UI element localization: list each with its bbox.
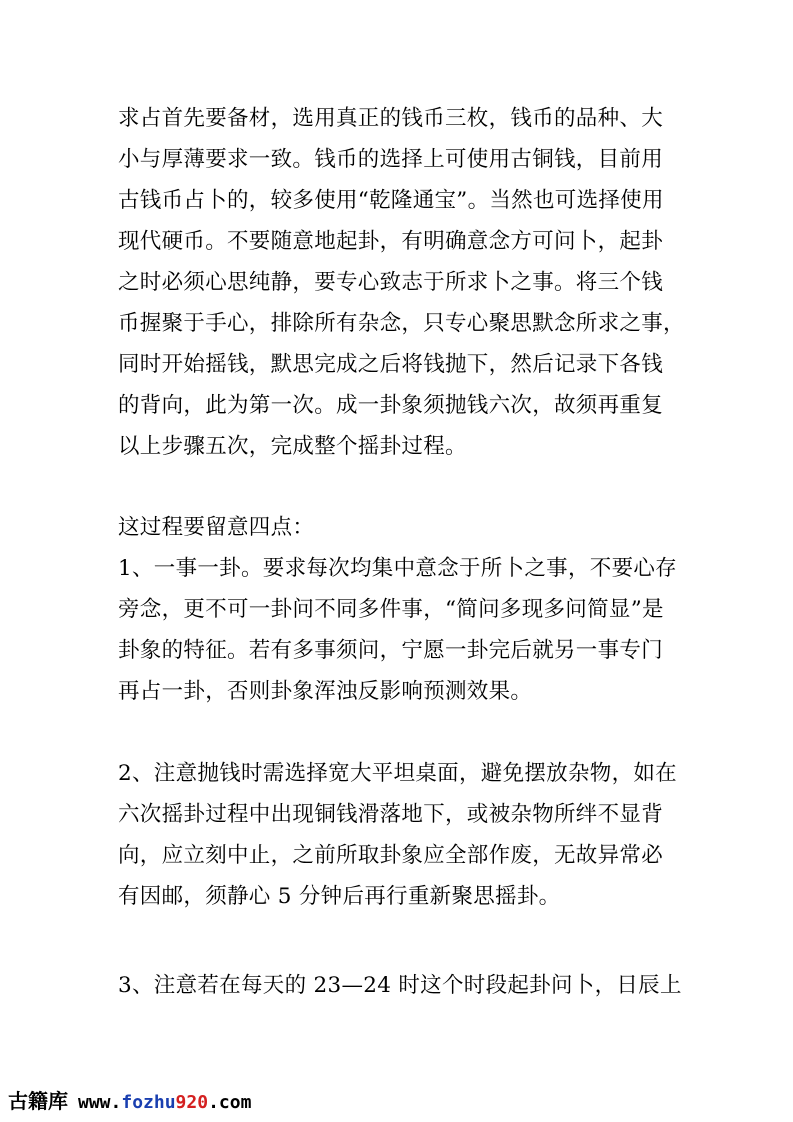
paragraph-line: 旁念，更不可一卦问不同多件事，“简问多现多问简显”是 <box>118 597 664 622</box>
footer-watermark <box>8 1085 251 1115</box>
paragraph-line: 古钱币占卜的，较多使用“乾隆通宝”。当然也可选择使用 <box>118 188 664 213</box>
paragraph-line: 同时开始摇钱，默思完成之后将钱抛下，然后记录下各钱 <box>118 352 664 377</box>
paragraph-line: 卦象的特征。若有多事须问，宁愿一卦完后就另一事专门 <box>118 638 664 663</box>
paragraph-line: 以上步骤五次，完成整个摇卦过程。 <box>118 434 467 459</box>
paragraph-line: 再占一卦，否则卦象浑浊反影响预测效果。 <box>118 679 533 704</box>
paragraph-line: 有因邮，须静心 5 分钟后再行重新聚思摇卦。 <box>118 884 561 909</box>
footer-url-prefix: www. <box>78 1092 122 1113</box>
paragraph-line: 的背向，此为第一次。成一卦象须抛钱六次，故须再重复 <box>118 393 664 418</box>
paragraph-line: 六次摇卦过程中出现铜钱滑落地下，或被杂物所绊不显背 <box>118 802 664 827</box>
paragraph-line: 向，应立刻中止，之前所取卦象应全部作废，无故异常必 <box>118 843 664 868</box>
paragraph-line: 小与厚薄要求一致。钱币的选择上可使用古铜钱，目前用 <box>118 147 664 172</box>
paragraph-line: 现代硬币。不要随意地起卦，有明确意念方可问卜，起卦 <box>118 229 664 254</box>
paragraph-line: 2、注意抛钱时需选择宽大平坦桌面，避免摆放杂物，如在 <box>118 761 677 786</box>
paragraph-line: 3、注意若在每天的 23—24 时这个时段起卦问卜，日辰上 <box>118 973 682 998</box>
paragraph-line: 1、一事一卦。要求每次均集中意念于所卜之事，不要心存 <box>118 556 677 581</box>
footer-url-number: 920 <box>175 1092 209 1113</box>
footer-url-suffix: .com <box>208 1092 252 1113</box>
paragraph-line: 之时必须心思纯静，要专心致志于所求卜之事。将三个钱 <box>118 270 664 295</box>
paragraph-line: 币握聚于手心，排除所有杂念，只专心聚思默念所求之事， <box>118 311 685 336</box>
footer-brand: 古籍库 <box>8 1089 68 1113</box>
section-heading: 这过程要留意四点： <box>118 515 315 540</box>
footer-url-mid: fozhu <box>121 1092 176 1113</box>
paragraph-line: 求占首先要备材，选用真正的钱币三枚，钱币的品种、大 <box>118 106 664 131</box>
